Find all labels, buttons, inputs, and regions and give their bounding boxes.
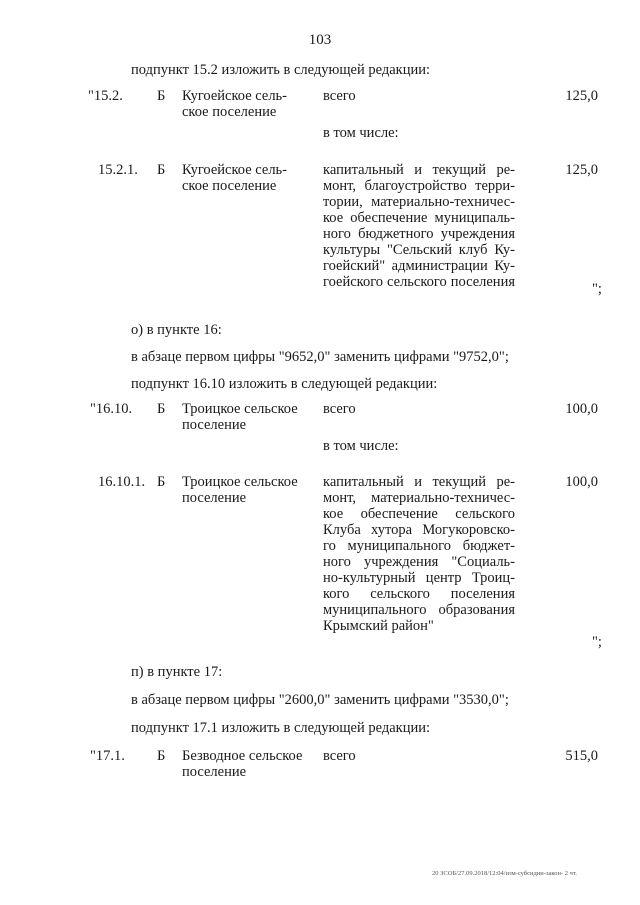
row-15-2-org	[182, 88, 287, 120]
org-line: поселение	[182, 417, 247, 433]
desc-line: гоейский" администрации Ку-	[323, 258, 515, 274]
org-line: Безводное сельское	[182, 748, 303, 764]
desc-line: муниципального образования	[323, 602, 515, 618]
desc-line: тории, материально-техничес-	[323, 194, 515, 210]
intro-16: подпункт 16.10 изложить в следующей редакции:	[131, 376, 438, 392]
row-15-2-1-end-quote: ";	[592, 281, 602, 297]
row-17-1-number: "17.1.	[90, 748, 125, 764]
desc-line: го муниципального бюджет-	[323, 538, 515, 554]
org-line: ское поселение	[182, 178, 277, 194]
desc-line: капитальный и текущий ре-	[323, 162, 515, 178]
org-line: поселение	[182, 764, 247, 780]
desc-line: кое обеспечение муниципаль-	[323, 210, 515, 226]
desc-line: монт, материально-техничес-	[323, 490, 515, 506]
row-15-2-1-org	[182, 162, 287, 194]
row-15-2-1-amount: 125,0	[565, 162, 598, 178]
desc-line: кого сельского поселения	[323, 586, 515, 602]
item-p: п) в пункте 17:	[131, 664, 223, 680]
para-17-a: в абзаце первом цифры "2600,0" заменить цифрами "3530,0";	[131, 692, 509, 708]
row-16-10-number: "16.10.	[90, 401, 133, 417]
desc-line: ного учреждения "Социаль-	[323, 554, 515, 570]
row-16-10-desc: всего	[323, 401, 356, 417]
row-16-10-1-group: Б	[157, 474, 166, 490]
row-16-10-1-number: 16.10.1.	[98, 474, 146, 490]
org-line: Кугоейское сель-	[182, 88, 287, 104]
org-line: поселение	[182, 490, 247, 506]
row-16-10-1-org	[182, 474, 298, 506]
row-17-1-group: Б	[157, 748, 166, 764]
row-16-10-1-amount: 100,0	[565, 474, 598, 490]
row-15-2-group: Б	[157, 88, 166, 104]
desc-line: капитальный и текущий ре-	[323, 474, 515, 490]
org-line: Троицкое сельское	[182, 401, 298, 417]
desc-line: гоейского сельского поселения	[323, 274, 515, 290]
row-16-10-group: Б	[157, 401, 166, 417]
row-16-10-amount: 100,0	[565, 401, 598, 417]
row-16-10-org	[182, 401, 298, 433]
desc-line: кое обеспечение сельского	[323, 506, 515, 522]
row-15-2-1-desc	[323, 162, 515, 290]
desc-line: Крымский район"	[323, 618, 434, 634]
row-17-1-desc: всего	[323, 748, 356, 764]
para-16-a: в абзаце первом цифры "9652,0" заменить цифрами "9752,0";	[131, 349, 509, 365]
desc-line: монт, благоустройство терри-	[323, 178, 515, 194]
org-line: ское поселение	[182, 104, 277, 120]
row-15-2-sublabel: в том числе:	[323, 125, 399, 141]
footer-stamp: 20 ЗСОБ/27.09.2018/12:04/изм-субсидии-закон- 2 чт.	[432, 870, 577, 877]
desc-line: но-культурный центр Троиц-	[323, 570, 515, 586]
row-15-2-1-group: Б	[157, 162, 166, 178]
org-line: Кугоейское сель-	[182, 162, 287, 178]
row-15-2-1-number: 15.2.1.	[98, 162, 138, 178]
row-17-1-amount: 515,0	[565, 748, 598, 764]
row-15-2-amount: 125,0	[565, 88, 598, 104]
item-o: о) в пункте 16:	[131, 322, 222, 338]
desc-line: культуры "Сельский клуб Ку-	[323, 242, 515, 258]
page-number: 103	[308, 32, 332, 48]
row-15-2-number: "15.2.	[88, 88, 123, 104]
row-16-10-1-end-quote: ";	[592, 634, 602, 650]
org-line: Троицкое сельское	[182, 474, 298, 490]
row-17-1-org	[182, 748, 302, 780]
desc-line: Клуба хутора Могукоровско-	[323, 522, 515, 538]
intro-17: подпункт 17.1 изложить в следующей редакции:	[131, 720, 431, 736]
row-16-10-sublabel: в том числе:	[323, 438, 399, 454]
row-15-2-desc: всего	[323, 88, 356, 104]
row-16-10-1-desc	[323, 474, 515, 634]
desc-line: ного бюджетного учреждения	[323, 226, 515, 242]
intro-15: подпункт 15.2 изложить в следующей редакции:	[131, 62, 431, 78]
